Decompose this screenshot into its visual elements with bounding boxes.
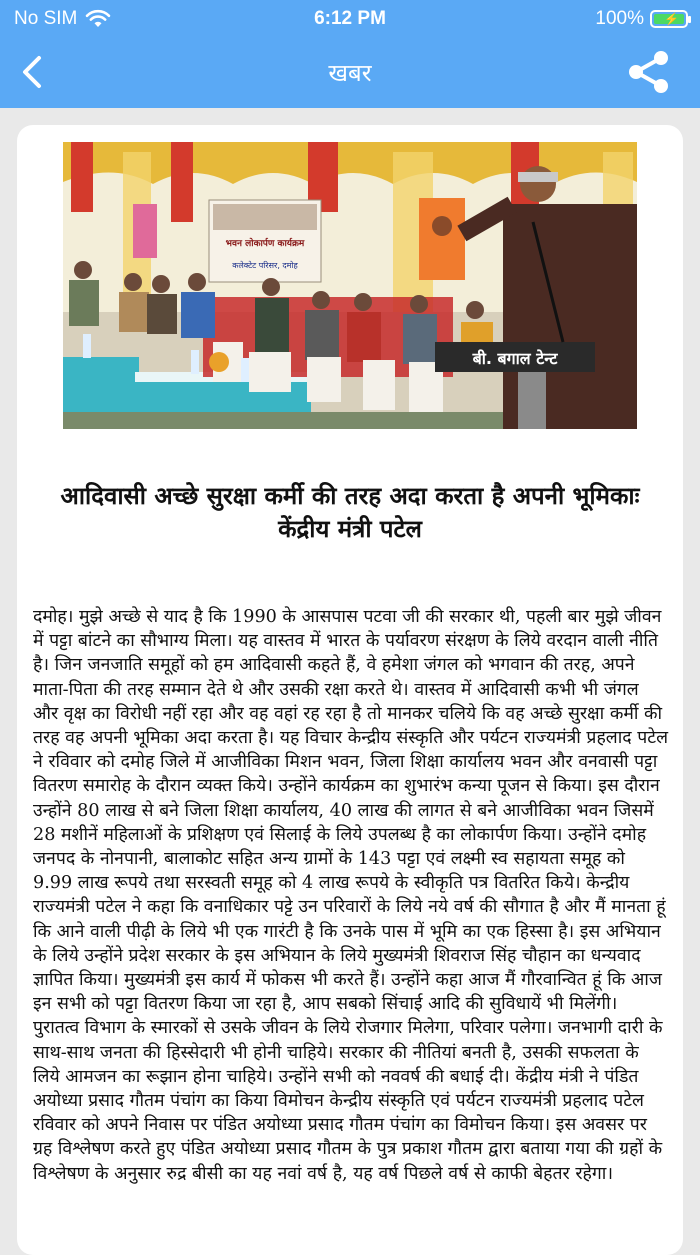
battery-icon: ⚡ (650, 10, 688, 28)
article-body: दमोह। मुझे अच्छे से याद है कि 1990 के आसपास पटवा जी की सरकार थी, पहली बार मुझे जीवन में पट्टा बांटने का सौभाग्य मिला। यह वास्तव में भारत के पर्यावरण संरक्षण के लिये वरदान वाली नीति है। जिन जनजाति समूहों को हम आदिवासी कहते हैं, वे हमेशा जंगल को भगवान की तरह, अपने माता-पिता की तरह सम्मान देते थे और उसकी रक्षा करते थे। वास्तव में आदिवासी कभी भी जंगल और वृक्ष का विरोधी नहीं रहा और वह वहां रह रहा है तो मानकर चलिये कि वह अच्छे सुरक्षा कर्मी की तरह वह अपनी भूमिका अदा करता है। यह विचार केन्द्रीय संस्कृति और पर्यटन राज्यमंत्री प्रहलाद पटेल ने रविवार को दमोह जिले में आजीविका मिशन भवन, जिला शिक्षा कार्यालय भवन और वनवासी पट्टा वितरण समारोह के दौरान व्यक्त किये। उन्होंने कार्यक्रम का शुभारंभ कन्या पूजन से किया। इस दौरान उन्होंने 80 लाख से बने जिला शिक्षा कार्यालय, 40 लाख की लागत से बने आजीविका भवन जिसमें 28 मशीनें महिलाओं के प्रशिक्षण एवं सिलाई के लिये उपलब्ध है का लोकार्पण किया। उन्होंने दमोह जनपद के नोनपानी, बालाकोट सहित अन्य ग्रामों के 143 पट्टा एवं लक्ष्मी स्व सहायता समूह को 9.99 लाख रूपये तथा सरस्वती समूह को 4 लाख रूपये के स्वीकृति पत्र वितरित किये। केन्द्रीय राज्यमंत्री पटेल ने कहा कि वनाधिकार पट्टे उन परिवारों के लिये नये वर्ष की सौगात है और मैं मानता हूं कि आने वाली पीढ़ी के लिये भी एक गारंटी है कि उनके पास में भूमि का एक हिस्सा है। इस अभियान के लिये उन्होंने प्रदेश सरकार के इस अभियान के लिये मुख्यमंत्री शिवराज सिंह चौहान का धन्यवाद ज्ञापित किया। मुख्यमंत्री इस कार्य में फोकस भी करते हैं। उन्होंने कहा आज मैं गौरवान्वित हूं कि आज इन सभी को पट्टा वितरण किया जा रहा है, आप सबको सिंचाई आदि की सुविधायें भी मिलेंगी। पुरातत्व विभाग के स्मारकों से उसके जीवन के लिये रोजगार मिलेगा, परिवार पलेगा। जनभागी दारी के साथ-साथ जनता की हिस्सेदारी भी होनी चाहिये। सरकार की नीतियां बनती है, उसकी सफलता के लिये आमजन का रूझान होना चाहिये। उन्होंने सभी को नववर्ष की बधाई दी। केंद्रीय मंत्री ने पंडित अयोध्या प्रसाद गौतम पंचांग का किया विमोचन केन्द्रीय संस्कृति एवं पर्यटन राज्यमंत्री प्रहलाद पटेल रविवार को अपने निवास पर पंडित अयोध्या प्रसाद गौतम पंचांग का विमोचन किया। इस अवसर पर ग्रह विश्लेषण करते हुए पंडित अयोध्या प्रसाद गौतम के पुत्र प्रकाश गौतम द्वारा बताया गया की ग्रहों के विश्लेषण के अनुसार रुद्र बीसी का यह नवां वर्ष है, यह वर्ष पिछले वर्ष से काफी बेहतर रहेगा। (33, 607, 668, 1184)
banner-text-1: भवन लोकार्पण कार्यक्रम (225, 239, 305, 249)
podium-text: बी. बगाल टेन्ट (472, 349, 558, 368)
status-bar (0, 0, 700, 36)
status-time: 6:12 PM (314, 8, 386, 29)
article-photo[interactable] (63, 142, 637, 429)
page-title: खबर (328, 59, 372, 87)
battery-percent: 100% (595, 8, 644, 29)
share-icon[interactable] (624, 48, 672, 96)
nav-bar (0, 36, 700, 108)
carrier-label: No SIM (14, 8, 78, 29)
article-card (17, 125, 683, 1255)
article-headline: आदिवासी अच्छे सुरक्षा कर्मी की तरह अदा करता है अपनी भूमिकाः केंद्रीय मंत्री पटेल (60, 482, 640, 543)
status-right (595, 8, 688, 30)
banner-text-2: कलेक्टेट परिसर, दमोह (232, 261, 298, 270)
